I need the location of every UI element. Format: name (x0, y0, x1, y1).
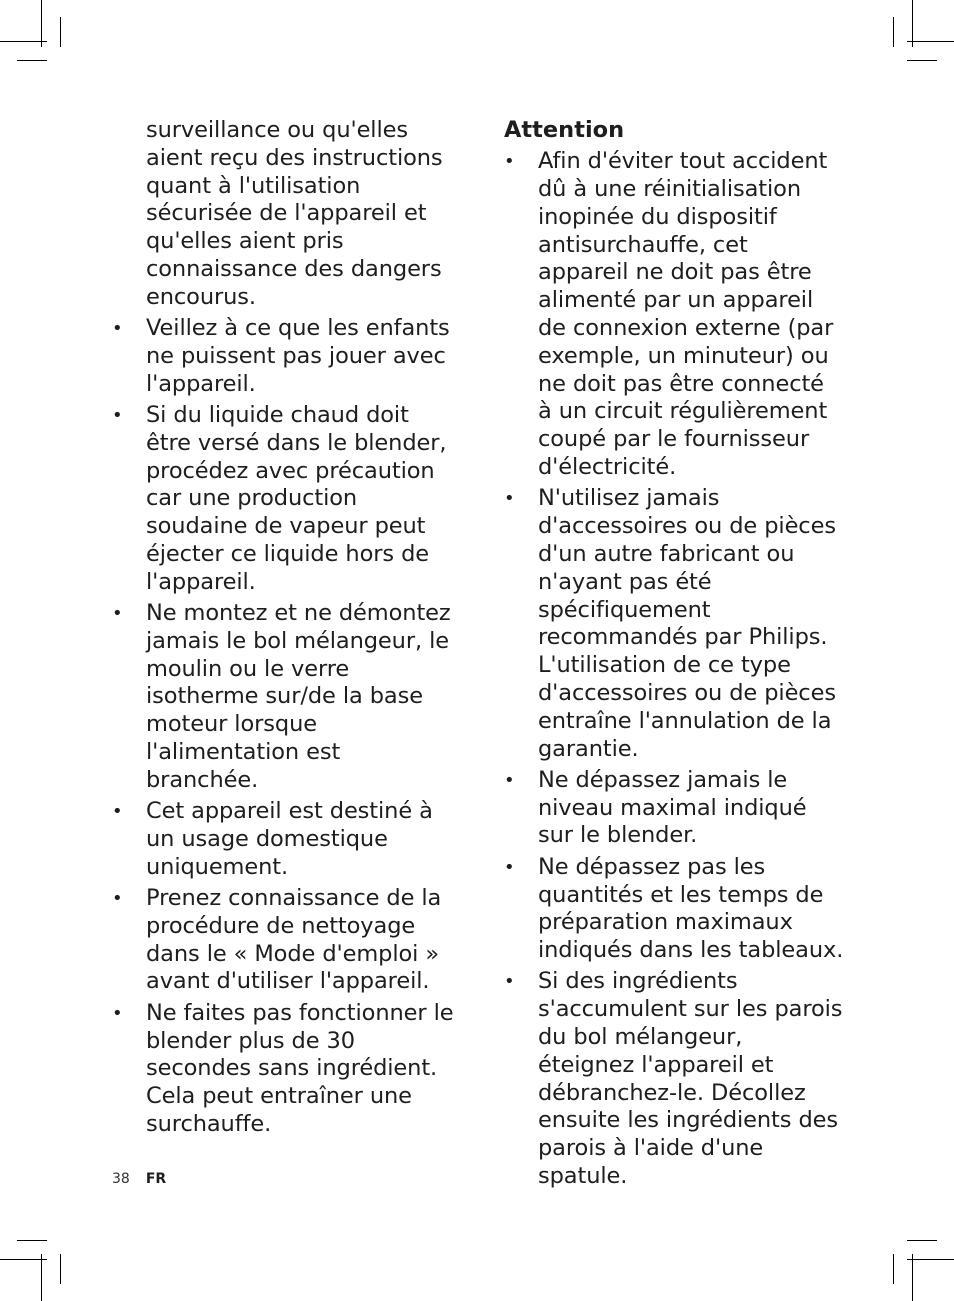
bullet-icon: • (504, 856, 515, 878)
bullet-icon: • (112, 1002, 123, 1024)
page-footer (112, 1170, 166, 1188)
bullet-icon: • (112, 603, 123, 625)
list-item (504, 968, 844, 1190)
list-item (112, 798, 456, 881)
list-item-text: Veillez à ce que les enfants ne puissent pas jouer avec l'appareil. (146, 315, 450, 397)
left-column (112, 117, 456, 1139)
bullet-icon: • (504, 151, 515, 173)
bullet-icon: • (112, 404, 123, 426)
list-item-text: Afin d'éviter tout accident dû à une réinitialisation inopinée du dispositif antisurchauffe, cet appareil ne doit pas être alimenté par un appareil de connexion externe (par exemple, un minuteur) ou ne doit pas être connecté à un circuit régulièrement coupé par le fournisseur d'électricité. (538, 148, 834, 481)
list-item (112, 402, 456, 597)
bullet-icon: • (504, 971, 515, 993)
list-item-text: Ne faites pas fonctionner le blender plus de 30 secondes sans ingrédient. Cela peut entraîner une surchauffe. (146, 999, 454, 1137)
section-heading: Attention (504, 117, 625, 143)
list-item-text: Si des ingrédients s'accumulent sur les parois du bol mélangeur, éteignez l'appareil et débranchez-le. Décollez ensuite les ingrédients des parois à l'aide d'une spatule. (538, 968, 843, 1189)
list-item (112, 315, 456, 398)
bullet-icon: • (504, 769, 515, 791)
continued-paragraph: surveillance ou qu'elles aient reçu des instructions quant à l'utilisation sécurisée de l'appareil et qu'elles aient pris connaissance des dangers encourus. (146, 117, 443, 310)
bullet-icon: • (112, 318, 123, 340)
list-item (112, 600, 456, 795)
list-item (112, 1000, 456, 1139)
list-item (504, 854, 844, 965)
list-item (112, 885, 456, 996)
language-code: FR (145, 1171, 167, 1187)
list-item-text: Si du liquide chaud doit être versé dans le blender, procédez avec précaution car une production soudaine de vapeur peut éjecter ce liquide hors de l'appareil. (146, 401, 447, 595)
list-item (504, 148, 844, 482)
list-item-text: Ne dépassez jamais le niveau maximal indiqué sur le blender. (538, 766, 807, 849)
page-number: 38 (112, 1171, 130, 1187)
bullet-icon: • (112, 801, 123, 823)
list-item-text: Ne dépassez pas les quantités et les temps de préparation maximaux indiqués dans les tableaux. (538, 853, 844, 964)
list-item-text: N'utilisez jamais d'accessoires ou de pièces d'un autre fabricant ou n'ayant pas été spécifiquement recommandés par Philips. L'utilisation de ce type d'accessoires ou de pièces entraîne l'annulation de la garantie. (538, 485, 836, 762)
list-item-text: Cet appareil est destiné à un usage domestique uniquement. (146, 798, 433, 880)
list-item (504, 767, 844, 850)
list-item (504, 485, 844, 763)
right-column (504, 117, 844, 1191)
list-item-text: Ne montez et ne démontez jamais le bol mélangeur, le moulin ou le verre isotherme sur/de la base moteur lorsque l'alimentation est branchée. (146, 600, 451, 793)
bullet-icon: • (112, 888, 123, 910)
list-item-text: Prenez connaissance de la procédure de nettoyage dans le « Mode d'emploi » avant d'utiliser l'appareil. (146, 885, 442, 995)
bullet-icon: • (504, 488, 515, 510)
